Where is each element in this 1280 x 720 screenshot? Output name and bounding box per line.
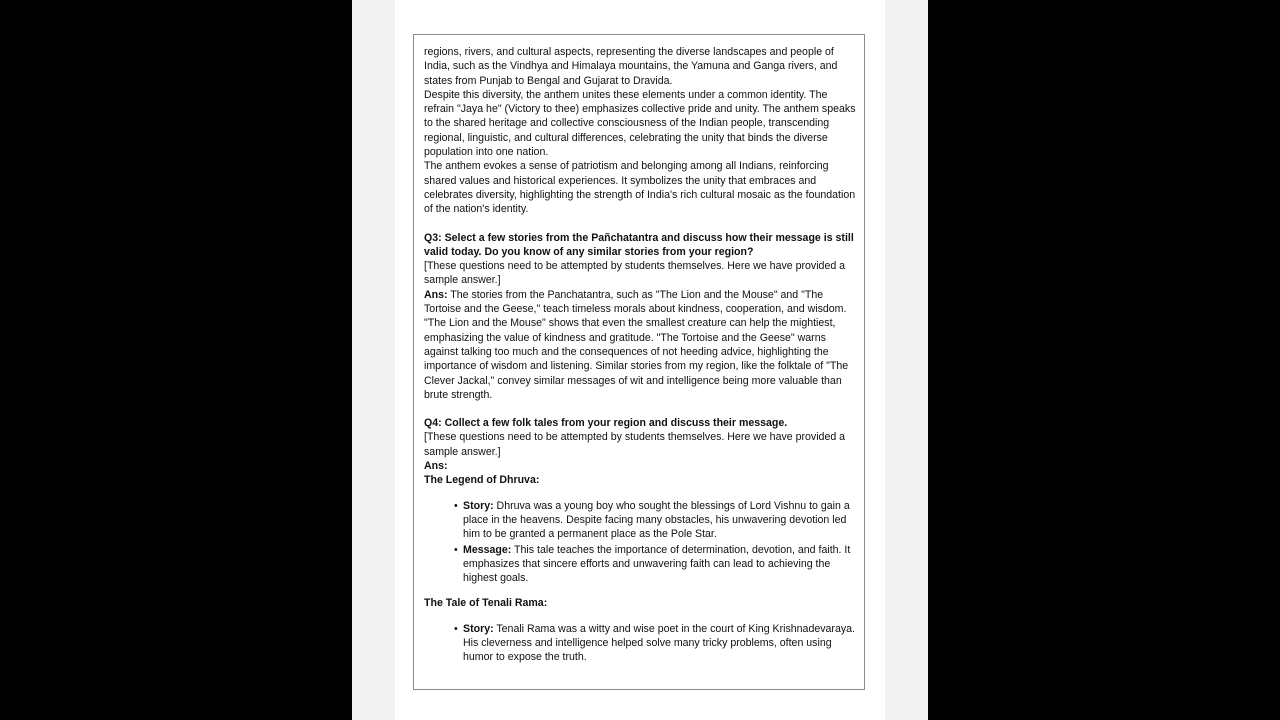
- story-label: Story:: [463, 499, 494, 512]
- story-text: Dhruva was a young boy who sought the blessings of Lord Vishnu to gain a place in the heavens. Despite facing many obstacles, his unwavering devotion led him to be granted a permanent place as the Pole Star.: [463, 499, 850, 541]
- question-3: Q3: Select a few stories from the Pañchatantra and discuss how their message is still valid today. Do you know of any similar stories from your region?: [424, 231, 854, 258]
- list-item: [454, 622, 856, 665]
- paragraph: regions, rivers, and cultural aspects, representing the diverse landscapes and people of India, such as the Vindhya and Himalaya mountains, the Yamuna and Ganga rivers, and states from Punjab to Bengal and Gujarat to Dravida.: [424, 46, 838, 87]
- tale-1-title: The Legend of Dhruva:: [424, 474, 540, 487]
- question-4-note: [These questions need to be attempted by students themselves. Here we have provided a sample answer.]: [424, 431, 846, 458]
- question-3-answer: [424, 288, 856, 402]
- answer-label: Ans:: [424, 460, 448, 473]
- paragraph: Despite this diversity, the anthem unites these elements under a common identity. The refrain "Jaya he" (Victory to thee) emphasizes collective pride and unity. The anthem speaks to the shared heritage and collective consciousness of the Indian people, transcending regional, linguistic, and cultural differences, celebrating the unity that binds the diverse population into one nation.: [424, 88, 856, 159]
- tale-2-list: [424, 622, 856, 665]
- content-box: [413, 34, 865, 690]
- question-4: Q4: Collect a few folk tales from your region and discuss their message.: [424, 417, 788, 430]
- list-item: [454, 499, 856, 542]
- question-3-note: [These questions need to be attempted by students themselves. Here we have provided a sample answer.]: [424, 260, 846, 287]
- answer-label: Ans:: [424, 288, 448, 301]
- tale-2-title: The Tale of Tenali Rama:: [424, 597, 548, 610]
- list-item: [454, 543, 856, 586]
- tale-1-list: [424, 499, 856, 586]
- paragraph: The anthem evokes a sense of patriotism and belonging among all Indians, reinforcing shared values and historical experiences. It symbolizes the unity that embraces and celebrates diversity, highlighting the strength of India's rich cultural mosaic as the foundation of the nation's identity.: [424, 160, 856, 216]
- message-label: Message:: [463, 543, 512, 556]
- story-label: Story:: [463, 622, 494, 635]
- message-text: This tale teaches the importance of determination, devotion, and faith. It emphasizes that sincere efforts and unwavering faith can lead to achieving the highest goals.: [463, 543, 851, 585]
- answer-text: The stories from the Panchatantra, such as "The Lion and the Mouse" and "The Tortoise and the Geese," teach timeless morals about kindness, cooperation, and wisdom. "The Lion and the Mouse" shows that even the smallest creature can help the mightiest, emphasizing the value of kindness and gratitude. "The Tortoise and the Geese" warns against talking too much and the consequences of not heeding advice, highlighting the importance of wisdom and listening. Similar stories from my region, like the folktale of "The Clever Jackal," convey similar messages of wit and intelligence being more valuable than brute strength.: [424, 288, 849, 401]
- story-text: Tenali Rama was a witty and wise poet in the court of King Krishnadevaraya. His cleverness and intelligence helped solve many tricky problems, often using humor to expose the truth.: [463, 622, 855, 664]
